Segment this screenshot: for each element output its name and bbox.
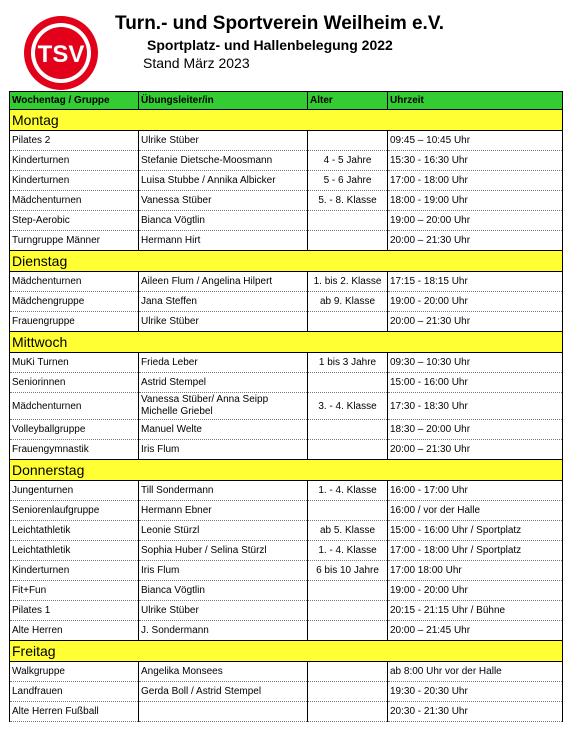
group-cell: Volleyballgruppe <box>10 420 139 440</box>
group-cell: Frauengruppe <box>10 312 139 332</box>
age-cell <box>308 581 388 601</box>
leader-cell: Gerda Boll / Astrid Stempel <box>139 682 308 702</box>
time-cell: ab 8:00 Uhr vor der Halle <box>388 662 563 682</box>
group-cell: Kinderturnen <box>10 171 139 191</box>
day-row-donnerstag <box>10 460 563 481</box>
group-cell: Leichtathletik <box>10 541 139 561</box>
leader-cell: Stefanie Dietsche-Moosmann <box>139 151 308 171</box>
table-row <box>10 191 563 211</box>
table-row <box>10 581 563 601</box>
table-row <box>10 440 563 460</box>
time-cell: 18:30 – 20:00 Uhr <box>388 420 563 440</box>
schedule-body <box>10 110 563 722</box>
time-cell: 20:00 – 21:30 Uhr <box>388 312 563 332</box>
column-header: Wochentag / Gruppe <box>10 92 139 110</box>
column-header: Alter <box>308 92 388 110</box>
group-cell: Mädchenturnen <box>10 393 139 420</box>
table-row <box>10 312 563 332</box>
age-cell <box>308 601 388 621</box>
age-cell: 1. bis 2. Klasse <box>308 272 388 292</box>
time-cell: 19:00 - 20:00 Uhr <box>388 581 563 601</box>
group-cell: Pilates 1 <box>10 601 139 621</box>
time-cell: 20:15 - 21:15 Uhr / Bühne <box>388 601 563 621</box>
time-cell: 09:45 – 10:45 Uhr <box>388 131 563 151</box>
table-row <box>10 353 563 373</box>
age-cell: 4 - 5 Jahre <box>308 151 388 171</box>
leader-cell: Hermann Hirt <box>139 231 308 251</box>
age-cell: ab 5. Klasse <box>308 521 388 541</box>
age-cell: 5 - 6 Jahre <box>308 171 388 191</box>
group-cell: Jungenturnen <box>10 481 139 501</box>
time-cell: 15:00 - 16:00 Uhr / Sportplatz <box>388 521 563 541</box>
age-cell <box>308 440 388 460</box>
table-row <box>10 702 563 722</box>
age-cell <box>308 131 388 151</box>
day-label: Freitag <box>10 641 563 662</box>
table-row <box>10 393 563 420</box>
table-row <box>10 561 563 581</box>
time-cell: 16:00 - 17:00 Uhr <box>388 481 563 501</box>
time-cell: 09:30 – 10:30 Uhr <box>388 353 563 373</box>
day-label: Montag <box>10 110 563 131</box>
time-cell: 18:00 - 19:00 Uhr <box>388 191 563 211</box>
leader-cell: Frieda Leber <box>139 353 308 373</box>
club-title: Turn.- und Sportverein Weilheim e.V. <box>115 13 445 34</box>
leader-cell: Leonie Stürzl <box>139 521 308 541</box>
age-cell <box>308 420 388 440</box>
group-cell: Landfrauen <box>10 682 139 702</box>
table-row <box>10 131 563 151</box>
table-row <box>10 501 563 521</box>
time-cell: 19:00 - 20:00 Uhr <box>388 292 563 312</box>
table-row <box>10 292 563 312</box>
table-row <box>10 373 563 393</box>
leader-cell: Astrid Stempel <box>139 373 308 393</box>
day-label: Dienstag <box>10 251 563 272</box>
leader-cell: Bianca Vögtlin <box>139 211 308 231</box>
leader-cell: Bianca Vögtlin <box>139 581 308 601</box>
leader-cell: Vanessa Stüber <box>139 191 308 211</box>
day-label: Donnerstag <box>10 460 563 481</box>
leader-cell: Angelika Monsees <box>139 662 308 682</box>
time-cell: 20:30 - 21:30 Uhr <box>388 702 563 722</box>
age-cell <box>308 211 388 231</box>
age-cell <box>308 373 388 393</box>
leader-cell: Jana Steffen <box>139 292 308 312</box>
group-cell: Seniorenlaufgruppe <box>10 501 139 521</box>
group-cell: Mädchengruppe <box>10 292 139 312</box>
leader-cell: J. Sondermann <box>139 621 308 641</box>
age-cell <box>308 662 388 682</box>
age-cell: 5. - 8. Klasse <box>308 191 388 211</box>
group-cell: Seniorinnen <box>10 373 139 393</box>
group-cell: Pilates 2 <box>10 131 139 151</box>
leader-cell: Till Sondermann <box>139 481 308 501</box>
day-row-mittwoch <box>10 332 563 353</box>
leader-cell <box>139 702 308 722</box>
table-row <box>10 541 563 561</box>
table-row <box>10 621 563 641</box>
age-cell: 1 bis 3 Jahre <box>308 353 388 373</box>
group-cell: Leichtathletik <box>10 521 139 541</box>
time-cell: 20:00 – 21:30 Uhr <box>388 440 563 460</box>
column-header: Uhrzeit <box>388 92 563 110</box>
age-cell <box>308 702 388 722</box>
age-cell: 1. - 4. Klasse <box>308 541 388 561</box>
time-cell: 19:30 - 20:30 Uhr <box>388 682 563 702</box>
group-cell: Kinderturnen <box>10 151 139 171</box>
stand-date: Stand März 2023 <box>143 55 250 71</box>
group-cell: MuKi Turnen <box>10 353 139 373</box>
schedule-subtitle: Sportplatz- und Hallenbelegung 2022 <box>147 37 393 53</box>
table-row <box>10 272 563 292</box>
table-row <box>10 211 563 231</box>
leader-cell: Ulrike Stüber <box>139 312 308 332</box>
time-cell: 19:00 – 20:00 Uhr <box>388 211 563 231</box>
day-label: Mittwoch <box>10 332 563 353</box>
age-cell: 6 bis 10 Jahre <box>308 561 388 581</box>
time-cell: 20:00 – 21:45 Uhr <box>388 621 563 641</box>
time-cell: 17:00 - 18:00 Uhr <box>388 171 563 191</box>
time-cell: 20:00 – 21:30 Uhr <box>388 231 563 251</box>
group-cell: Mädchenturnen <box>10 191 139 211</box>
group-cell: Step-Aerobic <box>10 211 139 231</box>
leader-cell <box>139 393 308 420</box>
day-row-freitag <box>10 641 563 662</box>
leader-cell: Manuel Welte <box>139 420 308 440</box>
group-cell: Turngruppe Männer <box>10 231 139 251</box>
leader-cell: Iris Flum <box>139 440 308 460</box>
table-row <box>10 420 563 440</box>
schedule-table <box>9 91 563 722</box>
time-cell: 17:30 - 18:30 Uhr <box>388 393 563 420</box>
svg-text:TSV: TSV <box>37 41 85 68</box>
age-cell <box>308 621 388 641</box>
day-row-montag <box>10 110 563 131</box>
table-row <box>10 682 563 702</box>
age-cell: ab 9. Klasse <box>308 292 388 312</box>
group-cell: Alte Herren Fußball <box>10 702 139 722</box>
column-header: Übungsleiter/in <box>139 92 308 110</box>
day-row-dienstag <box>10 251 563 272</box>
group-cell: Walkgruppe <box>10 662 139 682</box>
table-row <box>10 151 563 171</box>
leader-line: Vanessa Stüber/ Anna Seipp <box>141 394 269 405</box>
age-cell <box>308 501 388 521</box>
group-cell: Kinderturnen <box>10 561 139 581</box>
leader-cell: Hermann Ebner <box>139 501 308 521</box>
time-cell: 17:00 - 18:00 Uhr / Sportplatz <box>388 541 563 561</box>
leader-line: Michelle Griebel <box>141 406 213 417</box>
age-cell: 1. - 4. Klasse <box>308 481 388 501</box>
age-cell: 3. - 4. Klasse <box>308 393 388 420</box>
table-row <box>10 521 563 541</box>
table-row <box>10 171 563 191</box>
age-cell <box>308 312 388 332</box>
table-row <box>10 231 563 251</box>
age-cell <box>308 682 388 702</box>
table-row <box>10 601 563 621</box>
leader-cell: Ulrike Stüber <box>139 131 308 151</box>
leader-cell: Iris Flum <box>139 561 308 581</box>
age-cell <box>308 231 388 251</box>
table-row <box>10 481 563 501</box>
table-row <box>10 662 563 682</box>
group-cell: Fit+Fun <box>10 581 139 601</box>
group-cell: Frauengymnastik <box>10 440 139 460</box>
time-cell: 15:00 - 16:00 Uhr <box>388 373 563 393</box>
leader-cell: Sophia Huber / Selina Stürzl <box>139 541 308 561</box>
time-cell: 17:00 18:00 Uhr <box>388 561 563 581</box>
leader-cell: Luisa Stubbe / Annika Albicker <box>139 171 308 191</box>
time-cell: 17:15 - 18:15 Uhr <box>388 272 563 292</box>
leader-cell: Ulrike Stüber <box>139 601 308 621</box>
leader-cell: Aileen Flum / Angelina Hilpert <box>139 272 308 292</box>
time-cell: 15:30 - 16:30 Uhr <box>388 151 563 171</box>
time-cell: 16:00 / vor der Halle <box>388 501 563 521</box>
club-logo <box>22 14 100 92</box>
group-cell: Alte Herren <box>10 621 139 641</box>
group-cell: Mädchenturnen <box>10 272 139 292</box>
header-row <box>10 92 563 110</box>
